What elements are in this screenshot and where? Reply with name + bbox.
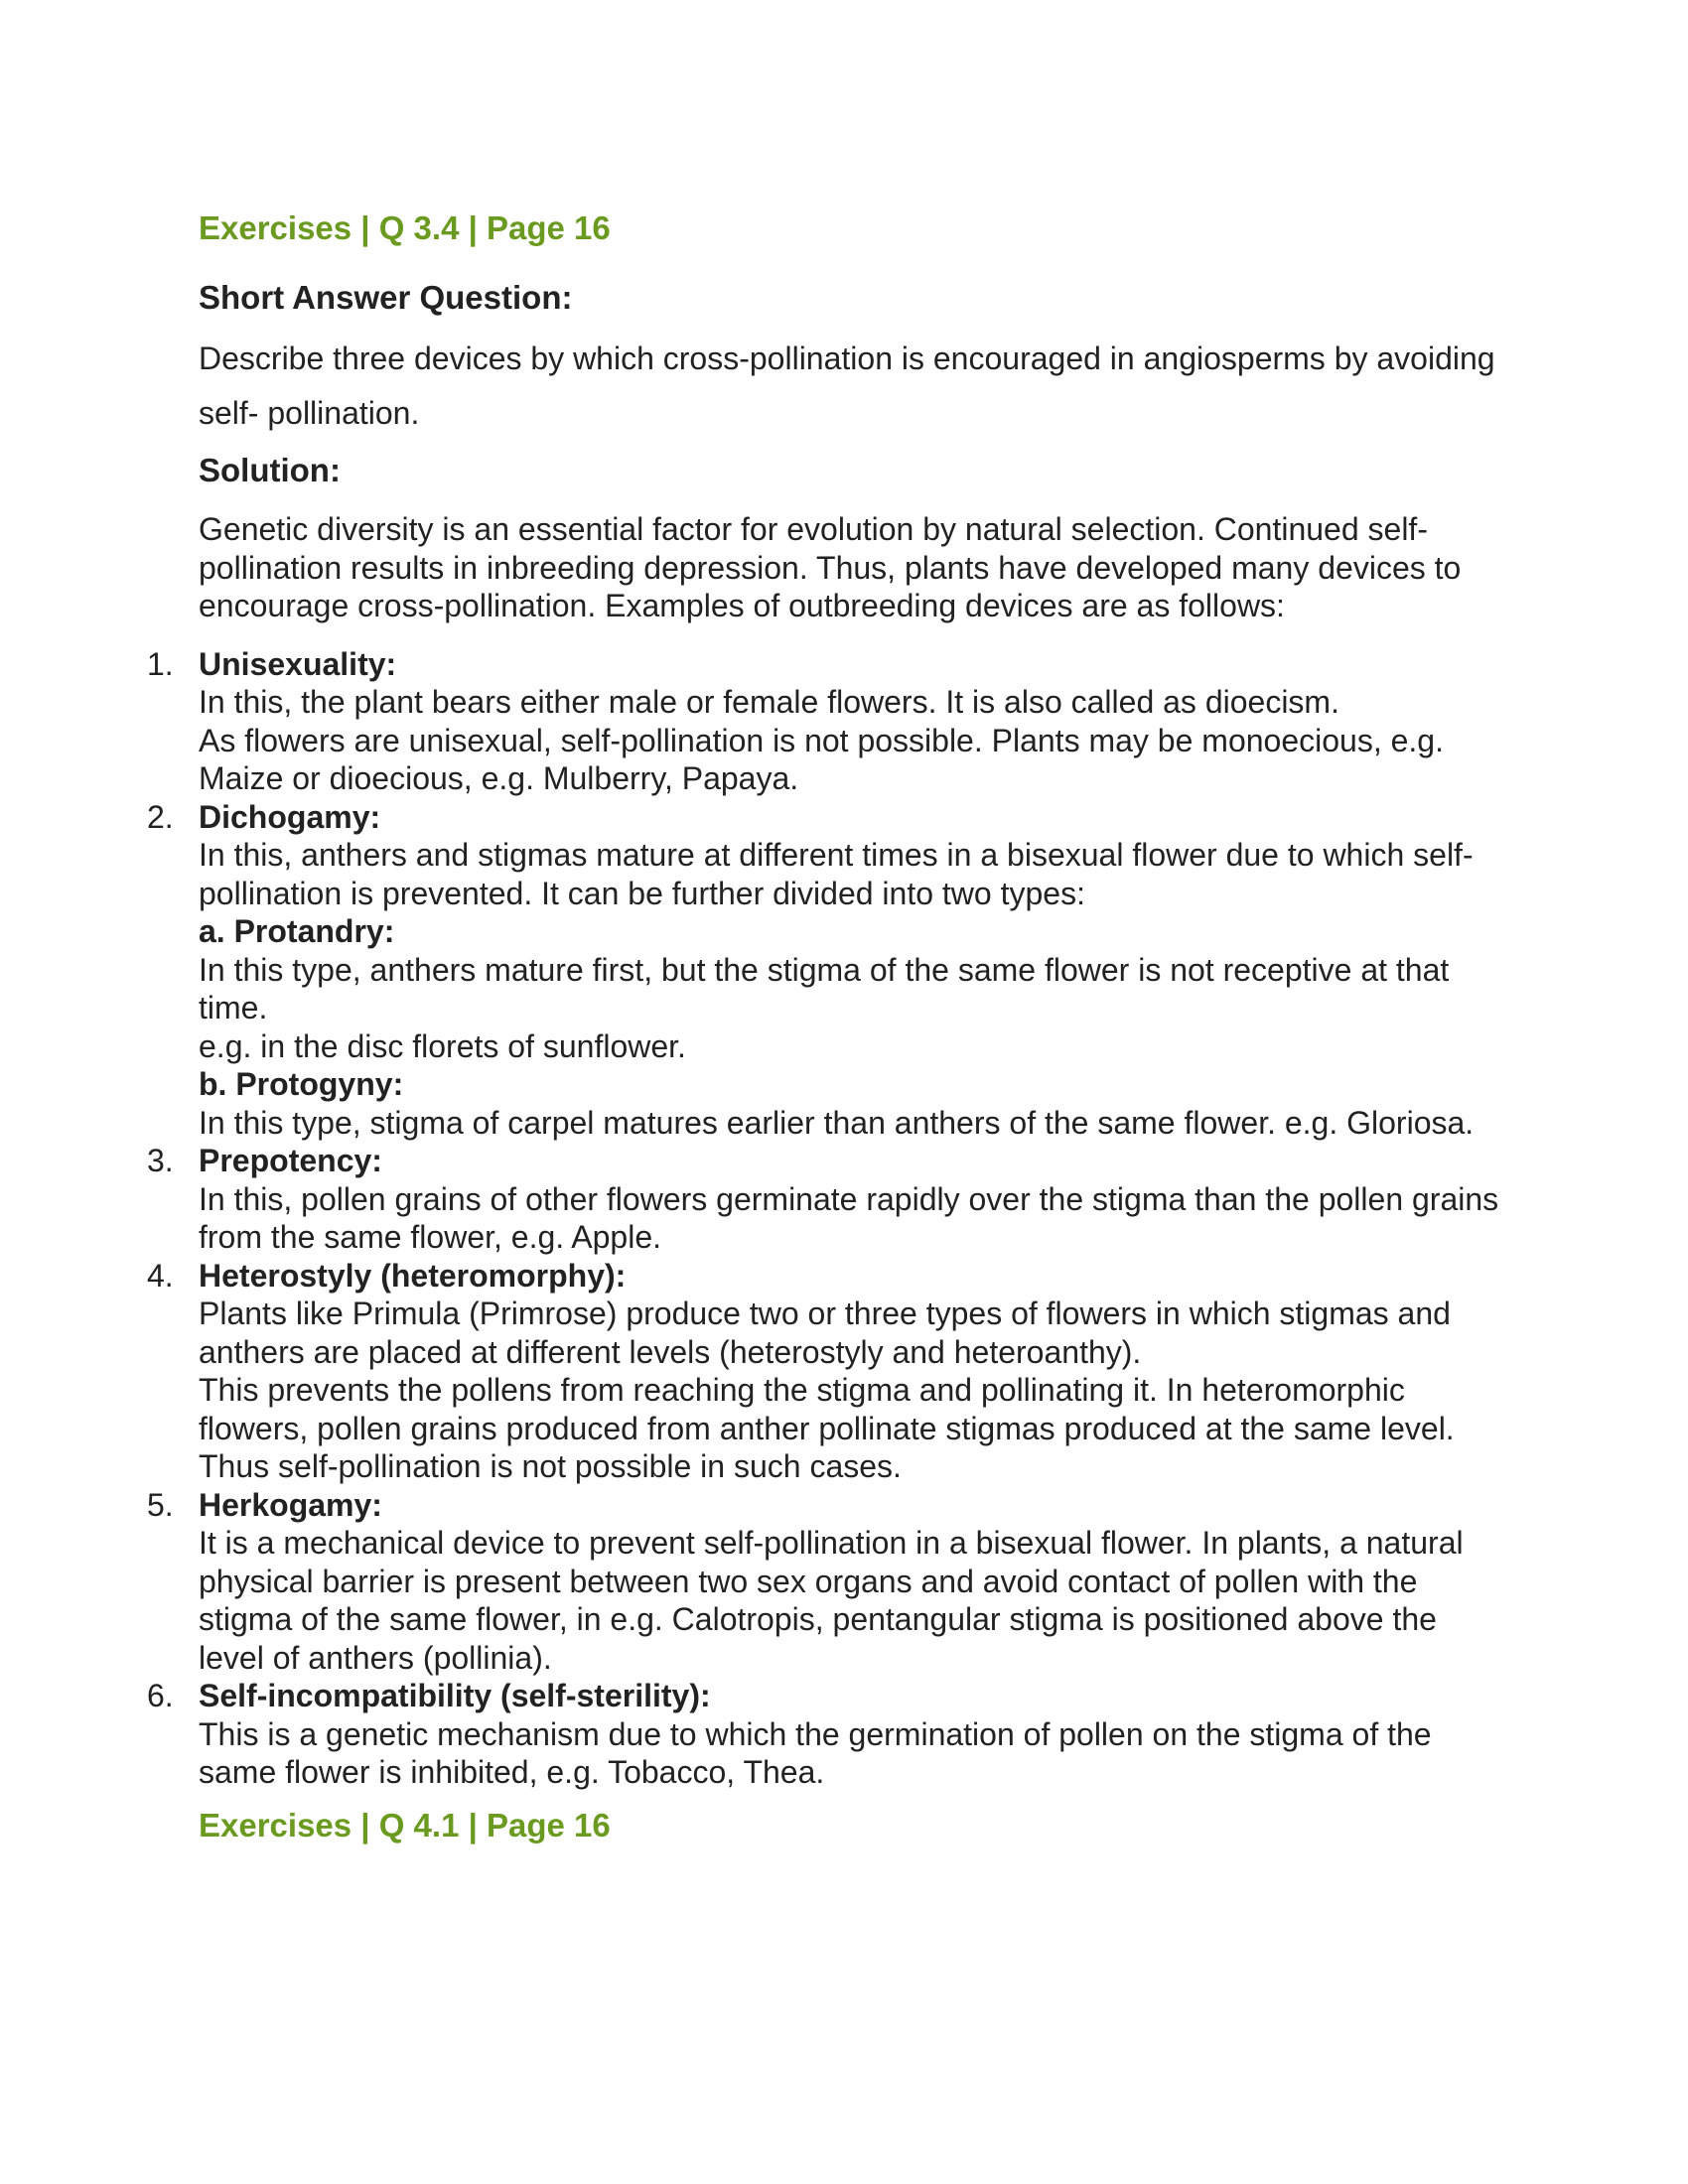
list-number: 2. xyxy=(147,798,174,835)
subtype-text: In this type, stigma of carpel matures earlier than anthers of the same flower. e.g. Gloriosa. xyxy=(199,1104,1475,1141)
list-number: 6. xyxy=(147,1678,174,1713)
solution-intro: Genetic diversity is an essential factor for evolution by natural selection. Continued self-pollination results in inbreeding depression. Thus, plants have developed many devices to encourage cross-pollination. Examples of outbreeding devices are as follows: xyxy=(199,511,1462,623)
item-text: In this, the plant bears either male or female flowers. It is also called as dioecism. xyxy=(199,684,1339,720)
list-item-unisexuality xyxy=(147,645,1499,798)
list-number: 5. xyxy=(147,1486,174,1523)
item-title: Herkogamy: xyxy=(199,1486,382,1523)
item-text: It is a mechanical device to prevent self-pollination in a bisexual flower. In plants, a natural physical barrier is present between two sex organs and avoid contact of pollen with the stigma of the same flower, in e.g. Calotropis, pentangular stigma is positioned above the level of anthers (pollinia). xyxy=(199,1525,1464,1676)
question-text: Describe three devices by which cross-pollination is encouraged in angiosperms by avoiding self- pollination. xyxy=(199,341,1495,431)
exercise-link-q3-4[interactable]: Exercises | Q 3.4 | Page 16 xyxy=(199,209,611,246)
exercise-link-q4-1[interactable]: Exercises | Q 4.1 | Page 16 xyxy=(199,1806,611,1843)
list-item-heterostyly xyxy=(147,1257,1499,1486)
item-text: This prevents the pollens from reaching the stigma and pollinating it. In heteromorphic flowers, pollen grains produced from anther pollinate stigmas produced at the same level. xyxy=(199,1372,1455,1446)
item-text: Thus self-pollination is not possible in such cases. xyxy=(199,1448,902,1484)
item-text: In this, anthers and stigmas mature at different times in a bisexual flower due to which self-pollination is prevented. It can be further divided into two types: xyxy=(199,837,1474,911)
item-title: Unisexuality: xyxy=(199,645,397,682)
list-item-prepotency xyxy=(147,1142,1499,1257)
item-title: Self-incompatibility (self-sterility): xyxy=(199,1678,711,1713)
list-number: 1. xyxy=(147,645,174,682)
subtype-title-protogyny: b. Protogyny: xyxy=(199,1066,404,1102)
item-title: Dichogamy: xyxy=(199,798,381,835)
outbreeding-devices-list xyxy=(147,645,1499,1792)
item-text: In this, pollen grains of other flowers germinate rapidly over the stigma than the pollen grains from the same flower, e.g. Apple. xyxy=(199,1180,1499,1255)
list-item-herkogamy xyxy=(147,1486,1499,1678)
item-text: As flowers are unisexual, self-pollination is not possible. Plants may be monoecious, e.g. Maize or dioecious, e.g. Mulberry, Papaya. xyxy=(199,722,1444,796)
item-title: Heterostyly (heteromorphy): xyxy=(199,1257,627,1294)
list-item-dichogamy xyxy=(147,798,1499,1143)
subtype-text: In this type, anthers mature first, but the stigma of the same flower is not receptive at that time. xyxy=(199,951,1450,1025)
document-page xyxy=(147,208,1499,1845)
solution-heading: Solution: xyxy=(199,452,341,488)
list-number: 3. xyxy=(147,1143,174,1178)
subtype-text: e.g. in the disc florets of sunflower. xyxy=(199,1027,686,1064)
question-type-heading: Short Answer Question: xyxy=(199,279,573,316)
subtype-title-protandry: a. Protandry: xyxy=(199,913,395,949)
list-number: 4. xyxy=(147,1257,174,1294)
list-item-self-incompatibility xyxy=(147,1677,1499,1792)
item-text: This is a genetic mechanism due to which the germination of pollen on the stigma of the same flower is inhibited, e.g. Tobacco, Thea. xyxy=(199,1715,1432,1790)
item-text: Plants like Primula (Primrose) produce two or three types of flowers in which stigmas and anthers are placed at different levels (heterostyly and heteroanthy). xyxy=(199,1296,1451,1370)
item-title: Prepotency: xyxy=(199,1143,382,1178)
